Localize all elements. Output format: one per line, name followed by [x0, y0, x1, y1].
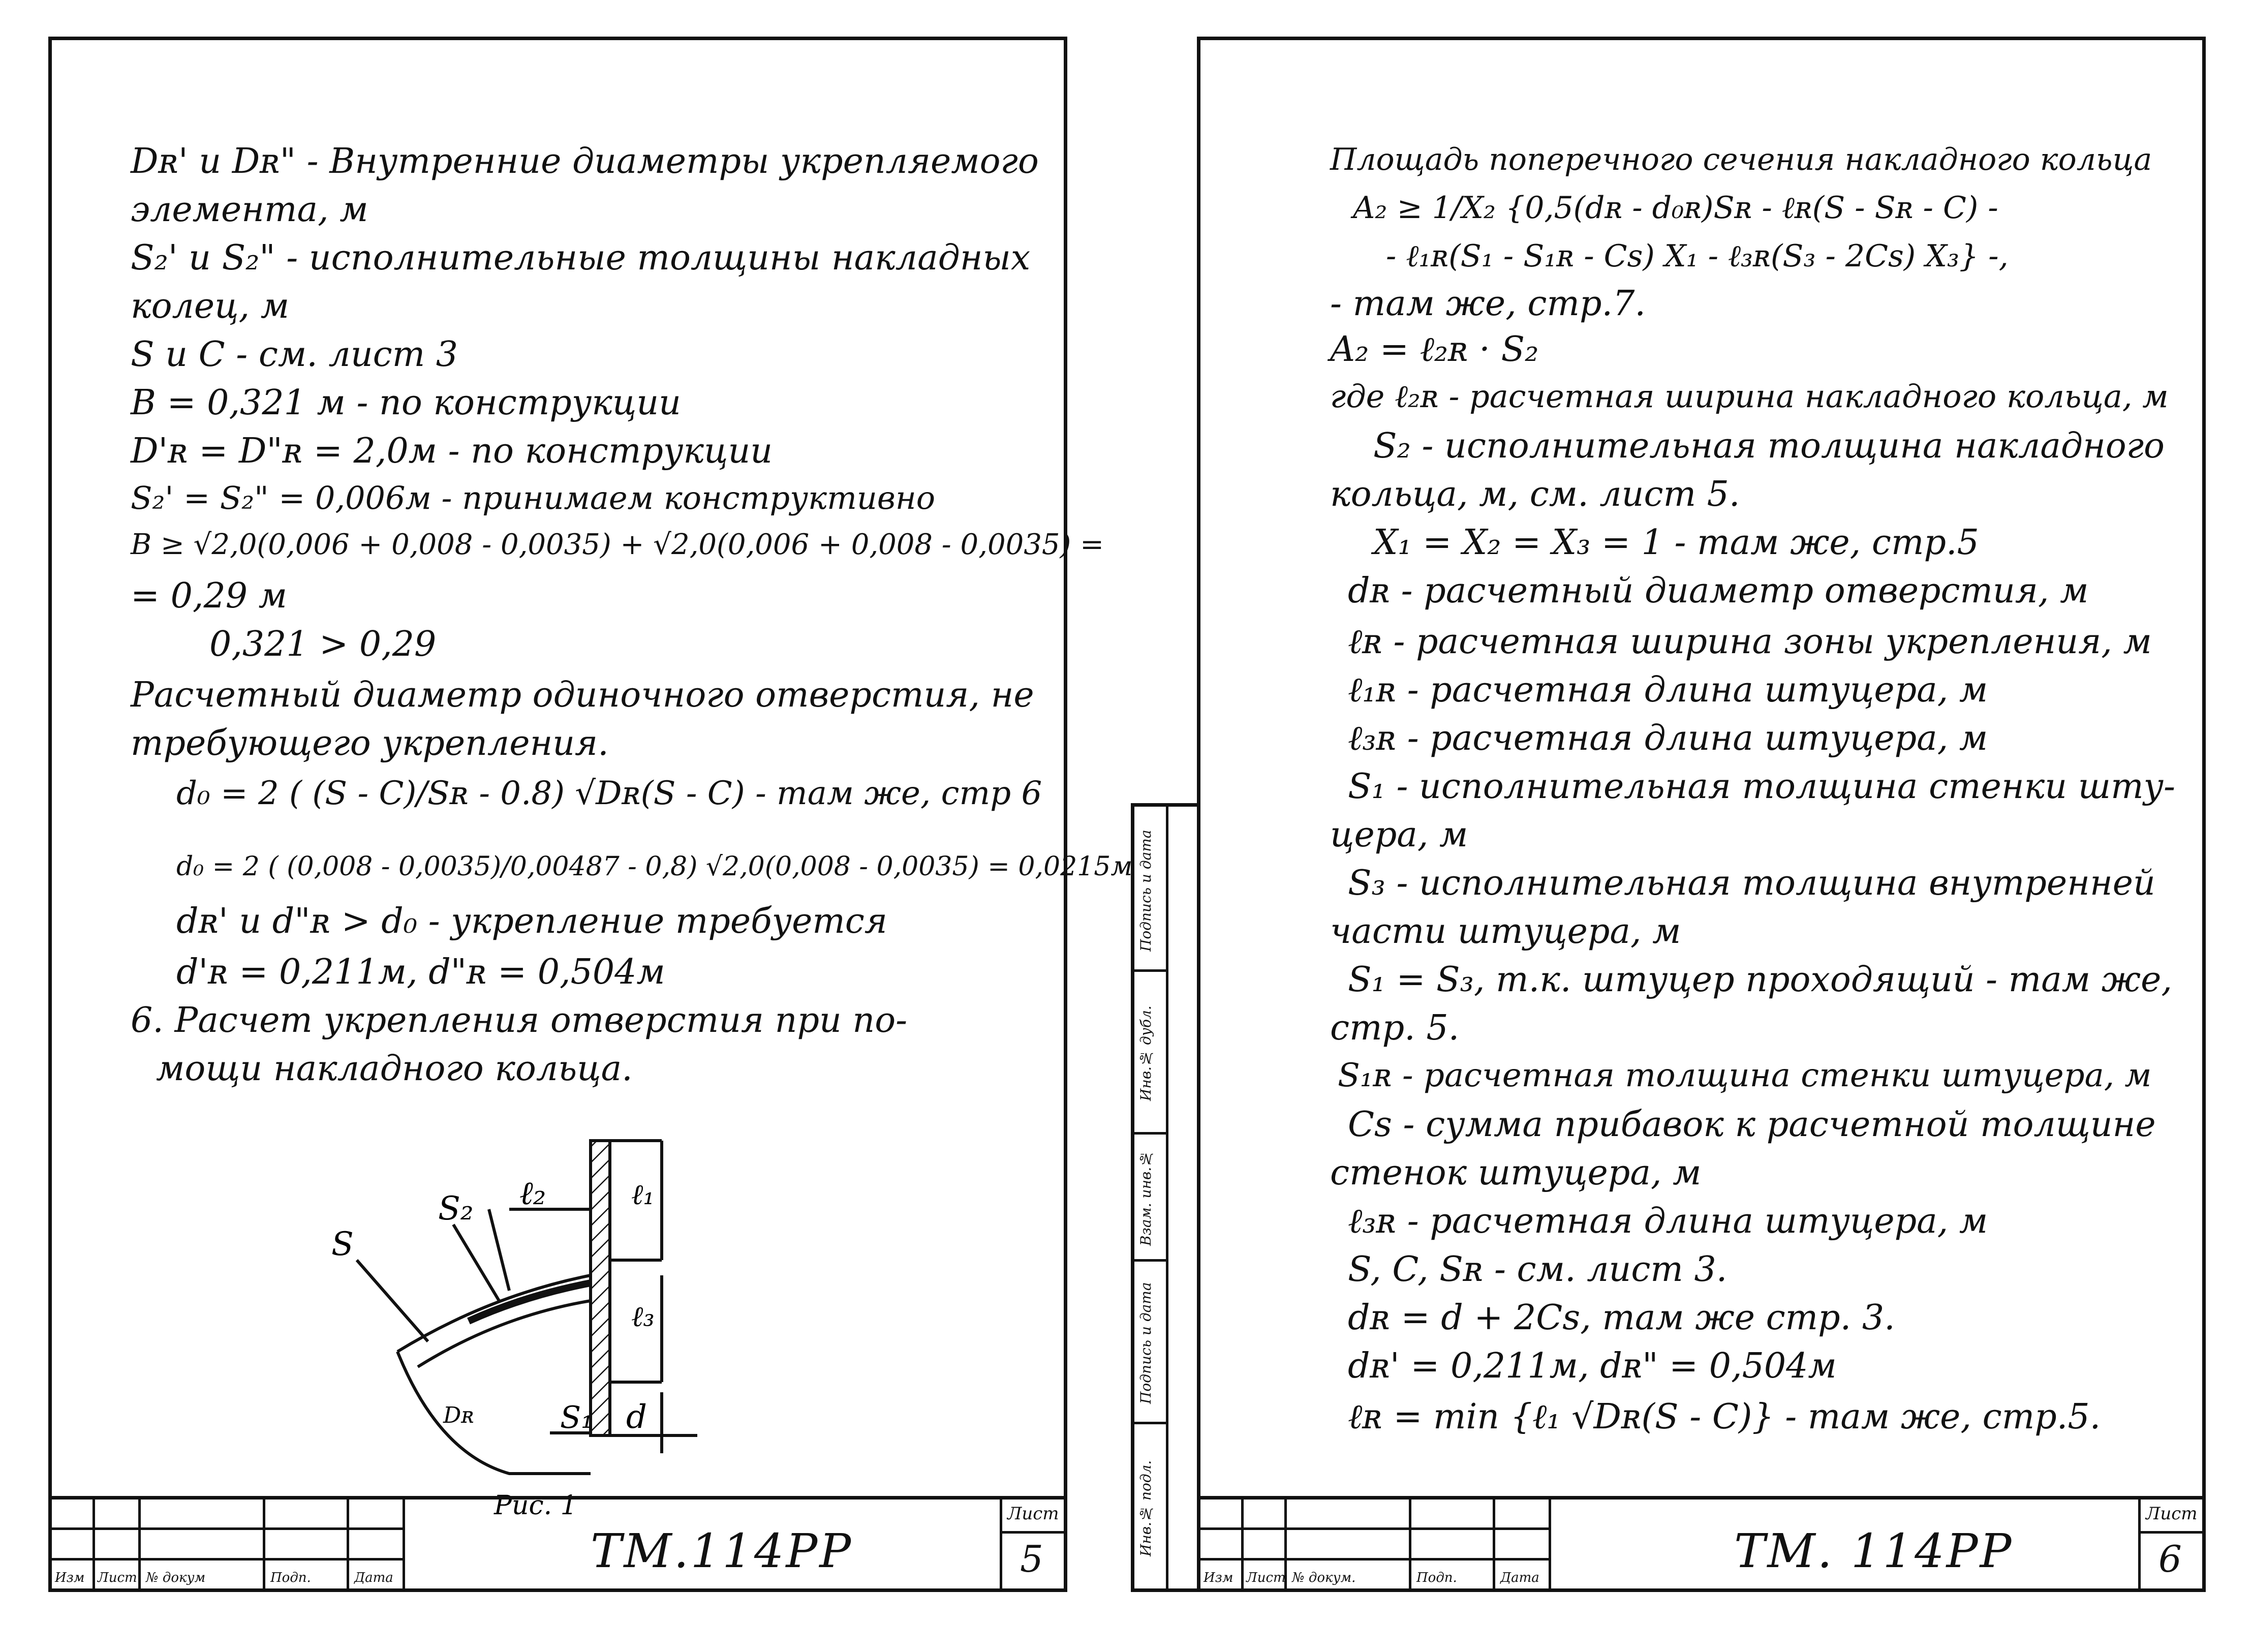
formula-line: d₀ = 2 ( (S - C)/Sʀ - 0.8) √Dʀ(S - C) - там же, стр 6: [176, 775, 1042, 812]
text-line: dʀ' и d"ʀ > d₀ - укрепление требуется: [176, 901, 887, 941]
side-stamp-label: Подпись и дата: [1137, 830, 1154, 952]
stamp-caption: № докум.: [1292, 1570, 1356, 1585]
text-line: Площадь поперечного сечения накладного кольца: [1330, 142, 2152, 177]
text-line: требующего укрепления.: [131, 723, 609, 763]
text-line: элемента, м: [131, 190, 368, 230]
text-line: 6. Расчет укрепления отверстия при по-: [131, 1000, 908, 1041]
label-s: S: [331, 1226, 354, 1263]
side-stamp-label: Инв.№ подл.: [1137, 1460, 1154, 1556]
text-line: кольца, м, см. лист 5.: [1330, 474, 1740, 514]
label-l1: ℓ₁: [631, 1178, 655, 1211]
text-line: стенок штуцера, м: [1330, 1153, 1702, 1193]
text-line: dʀ' = 0,211м, dʀ" = 0,504м: [1348, 1346, 1837, 1386]
text-line: S₂ - исполнительная толщина накладного: [1373, 426, 2165, 466]
text-line: S₃ - исполнительная толщина внутренней: [1348, 863, 2155, 903]
formula-line: - ℓ₁ʀ(S₁ - S₁ʀ - Cs) X₁ - ℓ₃ʀ(S₃ - 2Cs) X₃} -,: [1386, 238, 2009, 274]
sheet-label: Лист: [2146, 1504, 2198, 1524]
label-l3: ℓ₃: [631, 1300, 655, 1333]
stamp-caption: Дата: [1500, 1570, 1539, 1585]
formula-line: A₂ ≥ 1/X₂ {0,5(dʀ - d₀ʀ)Sʀ - ℓʀ(S - Sʀ - C) -: [1353, 190, 1998, 226]
stamp-caption: Лист: [1246, 1570, 1286, 1585]
label-d: d: [626, 1398, 647, 1436]
text-line: X₁ = X₂ = X₃ = 1 - там же, стр.5: [1373, 523, 1979, 563]
text-line: S₂' и S₂" - исполнительные толщины накладных: [131, 238, 1031, 278]
formula-line: ℓʀ = min {ℓ₁ √Dʀ(S - C)} - там же, стр.5.: [1348, 1397, 2101, 1437]
text-line: Расчетный диаметр одиночного отверстия, не: [131, 675, 1034, 715]
text-line: = 0,29 м: [131, 576, 287, 616]
text-line: ℓ₃ʀ - расчетная длина штуцера, м: [1348, 1201, 1988, 1241]
text-line: колец, м: [131, 286, 290, 326]
side-stamp-label: Взам. инв.№: [1137, 1150, 1154, 1246]
text-line: где ℓ₂ʀ - расчетная ширина накладного кольца, м: [1330, 378, 2169, 415]
stamp-caption: № докум: [146, 1570, 206, 1585]
figure-caption: Рис. 1: [494, 1490, 577, 1521]
text-line: dʀ - расчетный диаметр отверстия, м: [1348, 571, 2089, 611]
sheet-page-5: [48, 37, 1133, 1592]
sheet-label: Лист: [1007, 1504, 1059, 1524]
text-line: S₁ʀ - расчетная толщина стенки штуцера, м: [1338, 1057, 2152, 1094]
text-line: dʀ = d + 2Cs, там же стр. 3.: [1348, 1298, 1895, 1338]
text-line: S₁ = S₃, т.к. штуцер проходящий - там же,: [1348, 960, 2172, 1000]
stamp-caption: Дата: [354, 1570, 393, 1585]
label-s2: S₂: [438, 1190, 474, 1228]
text-line: стр. 5.: [1330, 1008, 1460, 1048]
side-stamp-label: Подпись и дата: [1137, 1282, 1154, 1404]
text-line: 0,321 > 0,29: [209, 624, 437, 664]
text-line: S₁ - исполнительная толщина стенки шту-: [1348, 767, 2176, 807]
stamp-caption: Подп.: [270, 1570, 311, 1585]
stamp-caption: Лист: [98, 1570, 137, 1585]
formula-line: d₀ = 2 ( (0,008 - 0,0035)/0,00487 - 0,8) √2,0(0,008 - 0,0035) = 0,0215м: [176, 851, 1133, 882]
text-line: B = 0,321 м - по конструкции: [131, 383, 681, 423]
stamp-caption: Подп.: [1416, 1570, 1457, 1585]
document-code: ТМ.114РР: [591, 1524, 853, 1578]
text-line: цера, м: [1330, 815, 1468, 855]
text-line: части штуцера, м: [1330, 911, 1681, 952]
text-line: d'ʀ = 0,211м, d"ʀ = 0,504м: [176, 952, 665, 992]
text-line: ℓʀ - расчетная ширина зоны укрепления, м: [1348, 622, 2152, 662]
label-s1: S₁: [560, 1400, 594, 1435]
side-stamp: [1131, 803, 1197, 1592]
side-stamp-label: Инв.№ дубл.: [1137, 1005, 1154, 1101]
stamp-caption: Изм: [55, 1570, 85, 1585]
text-line: ℓ₃ʀ - расчетная длина штуцера, м: [1348, 718, 1988, 758]
text-line: S₂' = S₂" = 0,006м - принимаем конструктивно: [131, 479, 936, 516]
sheet-number: 5: [1020, 1538, 1043, 1580]
sheet-number: 6: [2158, 1538, 2182, 1580]
reinforcement-figure: [52, 40, 1063, 1585]
stamp-caption: Изм: [1204, 1570, 1233, 1585]
text-line: - там же, стр.7.: [1330, 284, 1646, 324]
sheet-page-6: [1197, 37, 2206, 1592]
text-line: S и C - см. лист 3: [131, 334, 458, 375]
text-line: ℓ₁ʀ - расчетная длина штуцера, м: [1348, 670, 1988, 710]
title-block: [1200, 1496, 2202, 1588]
text-line: S, C, Sʀ - см. лист 3.: [1348, 1249, 1727, 1290]
label-dr: Dʀ: [443, 1402, 474, 1428]
title-block: [52, 1496, 1064, 1588]
formula-line: B ≥ √2,0(0,006 + 0,008 - 0,0035) + √2,0(0,006 + 0,008 - 0,0035) =: [131, 528, 1104, 561]
label-l2: ℓ₂: [519, 1175, 546, 1212]
text-line: Dʀ' и Dʀ" - Внутренние диаметры укрепляемого: [131, 141, 1039, 181]
text-line: мощи накладного кольца.: [156, 1049, 633, 1089]
formula-line: A₂ = ℓ₂ʀ · S₂: [1330, 329, 1539, 370]
document-code: ТМ. 114РР: [1734, 1524, 2014, 1578]
text-line: D'ʀ = D"ʀ = 2,0м - по конструкции: [131, 431, 773, 471]
text-line: Cs - сумма прибавок к расчетной толщине: [1348, 1105, 2156, 1145]
